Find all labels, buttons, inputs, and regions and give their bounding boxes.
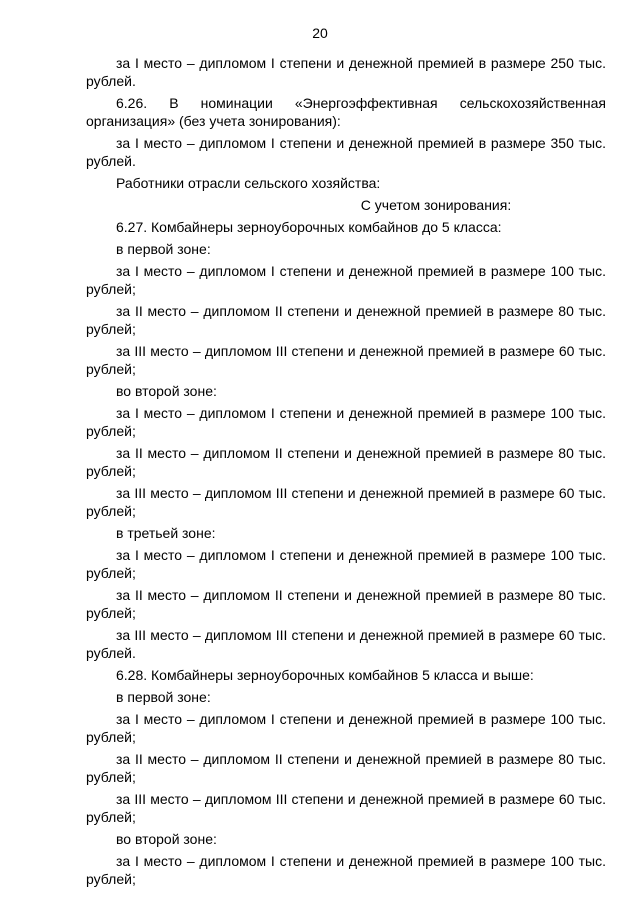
paragraph-first-line: за II место – дипломом II степени и денежной премией в размере 80 тыс.: [116, 751, 606, 767]
paragraph-continuation: рублей;: [86, 321, 136, 337]
paragraph-first-line: за I место – дипломом I степени и денежной премией в размере 100 тыс.: [116, 547, 606, 563]
document-body: [86, 54, 606, 892]
paragraph: [86, 484, 606, 520]
paragraph-continuation: рублей;: [86, 361, 136, 377]
paragraph-continuation: рублей;: [86, 769, 136, 785]
paragraph-first-line: за I место – дипломом I степени и денежной премией в размере 100 тыс.: [116, 263, 606, 279]
paragraph-continuation: рублей;: [86, 871, 136, 887]
section-heading: С учетом зонирования:: [360, 197, 512, 213]
paragraph-first-line: за I место – дипломом I степени и денежной премией в размере 250 тыс.: [116, 55, 606, 71]
paragraph: [86, 546, 606, 582]
paragraph-continuation: рублей;: [86, 281, 136, 297]
paragraph: [86, 750, 606, 786]
paragraph: [86, 134, 606, 170]
paragraph: [86, 710, 606, 746]
paragraph-continuation: рублей.: [86, 73, 136, 89]
paragraph: [86, 586, 606, 622]
paragraph-line: в первой зоне:: [116, 689, 211, 705]
paragraph: [86, 94, 606, 130]
paragraph-continuation: рублей;: [86, 605, 136, 621]
paragraph-line: в третьей зоне:: [116, 525, 216, 541]
paragraph-first-line: за III место – дипломом III степени и денежной премией в размере 60 тыс.: [116, 343, 606, 359]
paragraph-line: 6.28. Комбайнеры зерноуборочных комбайнов 5 класса и выше:: [116, 667, 534, 683]
page-number: 20: [312, 25, 328, 41]
paragraph-first-line: за III место – дипломом III степени и денежной премией в размере 60 тыс.: [116, 627, 606, 643]
paragraph-line: 6.27. Комбайнеры зерноуборочных комбайнов до 5 класса:: [116, 219, 502, 235]
paragraph: [86, 790, 606, 826]
paragraph: [86, 404, 606, 440]
paragraph-continuation: рублей.: [86, 645, 136, 661]
paragraph-first-line: за II место – дипломом II степени и денежной премией в размере 80 тыс.: [116, 445, 606, 461]
paragraph-continuation: рублей;: [86, 729, 136, 745]
paragraph-continuation: рублей.: [86, 153, 136, 169]
paragraph-first-line: за III место – дипломом III степени и денежной премией в размере 60 тыс.: [116, 485, 606, 501]
paragraph-first-line: за II место – дипломом II степени и денежной премией в размере 80 тыс.: [116, 303, 606, 319]
paragraph-continuation: рублей;: [86, 503, 136, 519]
paragraph-continuation: рублей;: [86, 565, 136, 581]
paragraph-first-line: за I место – дипломом I степени и денежной премией в размере 100 тыс.: [116, 711, 606, 727]
paragraph-first-line: 6.26. В номинации «Энергоэффективная сельскохозяйственная: [116, 95, 606, 111]
paragraph-first-line: за I место – дипломом I степени и денежной премией в размере 350 тыс.: [116, 135, 606, 151]
paragraph-continuation: рублей;: [86, 463, 136, 479]
paragraph-first-line: за III место – дипломом III степени и денежной премией в размере 60 тыс.: [116, 791, 606, 807]
paragraph-first-line: за II место – дипломом II степени и денежной премией в размере 80 тыс.: [116, 587, 606, 603]
paragraph: [86, 262, 606, 298]
paragraph: [86, 302, 606, 338]
paragraph-line: во второй зоне:: [116, 831, 217, 847]
paragraph-continuation: организация» (без учета зонирования):: [86, 113, 341, 129]
paragraph-continuation: рублей;: [86, 809, 136, 825]
paragraph-line: Работники отрасли сельского хозяйства:: [116, 175, 381, 191]
paragraph-line: в первой зоне:: [116, 241, 211, 257]
paragraph-line: во второй зоне:: [116, 383, 217, 399]
paragraph: [86, 444, 606, 480]
paragraph-first-line: за I место – дипломом I степени и денежной премией в размере 100 тыс.: [116, 853, 606, 869]
paragraph: [86, 626, 606, 662]
paragraph: [86, 54, 606, 90]
paragraph-continuation: рублей;: [86, 423, 136, 439]
paragraph: [86, 852, 606, 888]
paragraph: [86, 342, 606, 378]
paragraph-first-line: за I место – дипломом I степени и денежной премией в размере 100 тыс.: [116, 405, 606, 421]
